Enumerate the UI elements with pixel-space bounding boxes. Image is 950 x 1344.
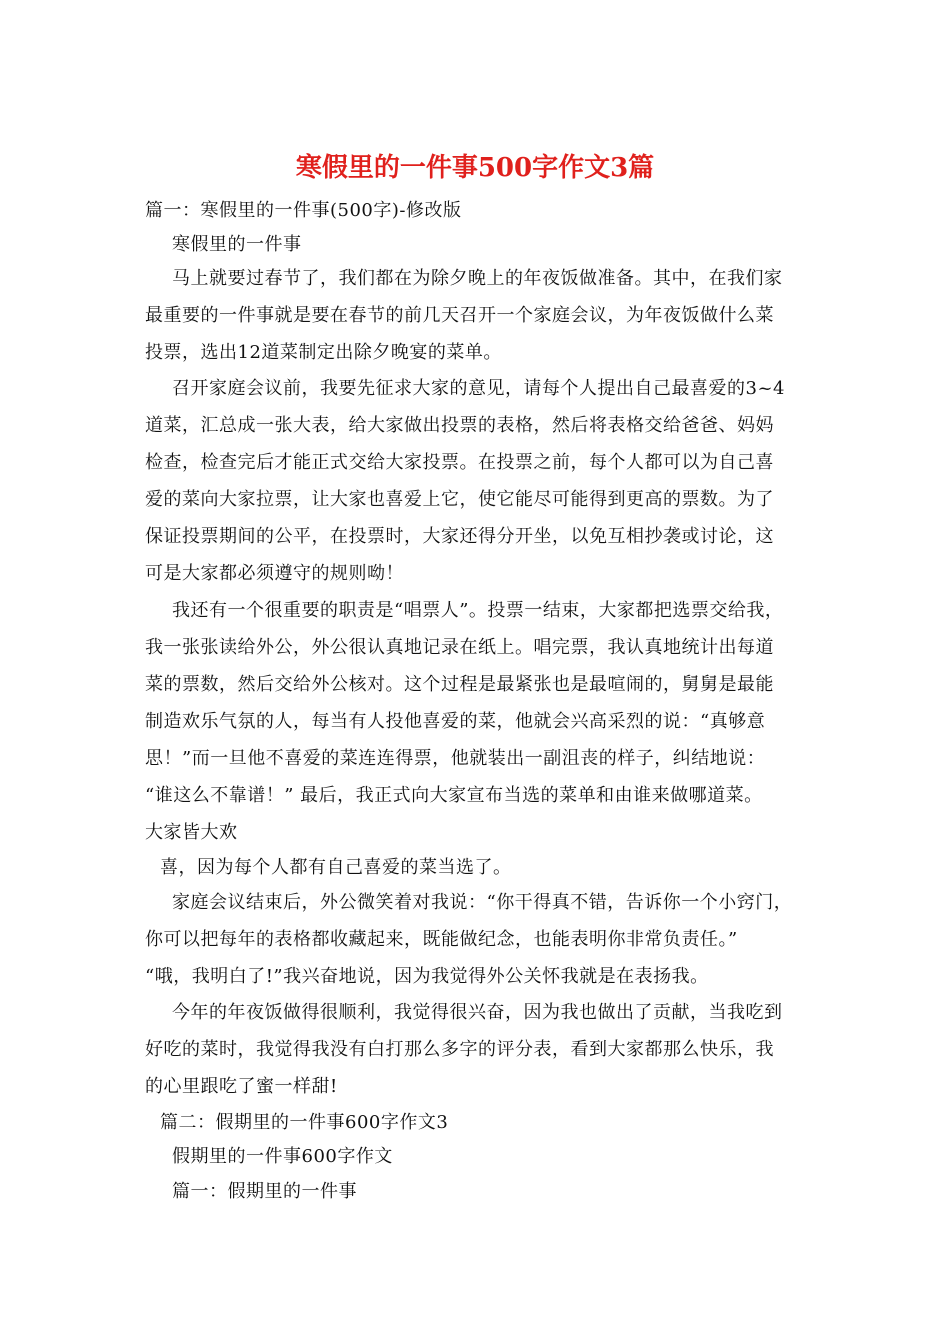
paragraph-line: 思！”而一旦他不喜爱的菜连连得票，他就装出一副沮丧的样子，纠结地说： <box>145 748 766 769</box>
section-heading-1: 篇一：寒假里的一件事(500字)-修改版 <box>145 200 462 221</box>
paragraph-line: 可是大家都必须遵守的规则呦！ <box>145 563 404 584</box>
paragraph-line: 的心里跟吃了蜜一样甜! <box>145 1076 338 1097</box>
paragraph-line: 保证投票期间的公平，在投票时，大家还得分开坐，以免互相抄袭或讨论，这 <box>145 526 774 547</box>
paragraph-line: “哦，我明白了!”我兴奋地说，因为我觉得外公关怀我就是在表扬我。 <box>145 966 709 987</box>
paragraph-line: 我一张张读给外公，外公很认真地记录在纸上。唱完票，我认真地统计出每道 <box>145 637 774 658</box>
paragraph-line: 制造欢乐气氛的人，每当有人投他喜爱的菜，他就会兴高采烈的说：“真够意 <box>145 711 766 732</box>
paragraph-line: 最重要的一件事就是要在春节的前几天召开一个家庭会议，为年夜饭做什么菜 <box>145 305 774 326</box>
paragraph-line: 检查，检查完后才能正式交给大家投票。在投票之前，每个人都可以为自己喜 <box>145 452 774 473</box>
paragraph-line: 爱的菜向大家拉票，让大家也喜爱上它，使它能尽可能得到更高的票数。为了 <box>145 489 774 510</box>
paragraph-line: 投票，选出12道菜制定出除夕晚宴的菜单。 <box>145 342 502 363</box>
paragraph-line: 召开家庭会议前，我要先征求大家的意见，请每个人提出自己最喜爱的3~4 <box>172 378 785 399</box>
paragraph-line: 道菜，汇总成一张大表，给大家做出投票的表格，然后将表格交给爸爸、妈妈 <box>145 415 774 436</box>
paragraph-line: 你可以把每年的表格都收藏起来，既能做纪念，也能表明你非常负责任。” <box>145 929 738 950</box>
document-title: 寒假里的一件事500字作文3篇 <box>295 153 655 183</box>
section-heading-2: 篇二：假期里的一件事600字作文3 <box>160 1112 449 1133</box>
paragraph-line: 喜，因为每个人都有自己喜爱的菜当选了。 <box>160 857 512 878</box>
essay-title-1: 寒假里的一件事 <box>172 234 302 255</box>
paragraph-line: “谁这么不靠谱！” 最后，我正式向大家宣布当选的菜单和由谁来做哪道菜。 <box>145 785 763 806</box>
paragraph-line: 家庭会议结束后，外公微笑着对我说：“你干得真不错，告诉你一个小窍门， <box>172 892 793 913</box>
essay-title-2: 假期里的一件事600字作文 <box>172 1146 393 1167</box>
paragraph-line: 马上就要过春节了，我们都在为除夕晚上的年夜饭做准备。其中，在我们家 <box>172 268 783 289</box>
section-heading-3: 篇一：假期里的一件事 <box>172 1181 357 1202</box>
paragraph-line: 好吃的菜时，我觉得我没有白打那么多字的评分表，看到大家都那么快乐，我 <box>145 1039 774 1060</box>
paragraph-line: 大家皆大欢 <box>145 822 238 843</box>
paragraph-line: 我还有一个很重要的职责是“唱票人”。投票一结束，大家都把选票交给我， <box>172 600 784 621</box>
paragraph-line: 今年的年夜饭做得很顺利，我觉得很兴奋，因为我也做出了贡献，当我吃到 <box>172 1002 783 1023</box>
paragraph-line: 菜的票数，然后交给外公核对。这个过程是最紧张也是最喧闹的，舅舅是最能 <box>145 674 774 695</box>
